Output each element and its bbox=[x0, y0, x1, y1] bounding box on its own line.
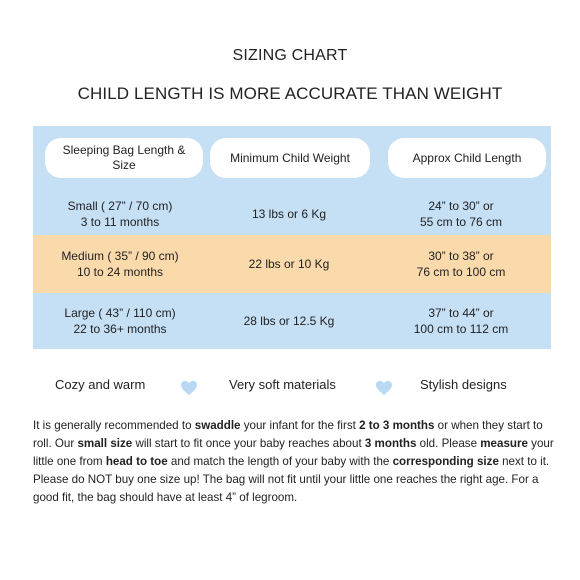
weight-cell: 13 lbs or 6 Kg bbox=[251, 207, 327, 221]
table-row-medium bbox=[33, 235, 551, 293]
length-inches: 30” to 38” or bbox=[428, 249, 494, 263]
text-run: next to it. Please do NOT buy one size up! The bag will not fit until your little one reaches the right age. For a good fit, the bag should have at least 4” of legroom. bbox=[33, 455, 550, 504]
length-cm: 55 cm to 76 cm bbox=[419, 215, 503, 229]
text-run: or when they start to roll. Our bbox=[33, 419, 543, 450]
size-cell bbox=[33, 189, 207, 239]
column-header-size: Sleeping Bag Length & Size bbox=[45, 138, 203, 178]
size-cell bbox=[33, 293, 207, 349]
emphasis-text: measure bbox=[480, 437, 528, 450]
table-row-small bbox=[33, 189, 551, 239]
table-row-large bbox=[33, 293, 551, 349]
feature-stylish: Stylish designs bbox=[420, 377, 507, 392]
text-run: It is generally recommended to bbox=[33, 419, 195, 432]
age-range: 22 to 36+ months bbox=[73, 322, 167, 336]
feature-soft: Very soft materials bbox=[229, 377, 336, 392]
column-header-weight: Minimum Child Weight bbox=[210, 138, 370, 178]
emphasis-text: corresponding size bbox=[392, 455, 499, 468]
text-run: your infant for the first bbox=[240, 419, 360, 432]
age-range: 3 to 11 months bbox=[80, 215, 160, 229]
length-inches: 37” to 44” or bbox=[428, 306, 494, 320]
length-cell bbox=[371, 235, 551, 293]
length-inches: 24” to 30” or bbox=[428, 199, 494, 213]
description-paragraph bbox=[33, 417, 555, 507]
emphasis-text: 2 to 3 months bbox=[359, 419, 435, 432]
age-range: 10 to 24 months bbox=[76, 265, 164, 279]
heart-icon bbox=[375, 380, 393, 396]
text-run: will start to fit once your baby reaches about bbox=[132, 437, 365, 450]
weight-cell: 22 lbs or 10 Kg bbox=[248, 257, 330, 271]
weight-cell: 28 lbs or 12.5 Kg bbox=[243, 314, 335, 328]
size-label: Large ( 43” / 110 cm) bbox=[64, 306, 176, 320]
emphasis-text: head to toe bbox=[105, 455, 168, 468]
page-title: SIZING CHART bbox=[232, 47, 348, 64]
page-subtitle: CHILD LENGTH IS MORE ACCURATE THAN WEIGHT bbox=[77, 84, 503, 103]
length-cell bbox=[371, 293, 551, 349]
text-run: old. Please bbox=[416, 437, 481, 450]
text-run: your little one from bbox=[33, 437, 554, 468]
text-run: and match the length of your baby with the bbox=[167, 455, 393, 468]
length-cell bbox=[371, 189, 551, 239]
emphasis-text: swaddle bbox=[194, 419, 241, 432]
size-label: Medium ( 35” / 90 cm) bbox=[61, 249, 179, 263]
heart-icon bbox=[180, 380, 198, 396]
length-cm: 100 cm to 112 cm bbox=[413, 322, 509, 336]
emphasis-text: small size bbox=[77, 437, 133, 450]
sizing-table bbox=[33, 126, 551, 349]
column-header-length: Approx Child Length bbox=[388, 138, 546, 178]
length-cm: 76 cm to 100 cm bbox=[416, 265, 506, 279]
size-cell bbox=[33, 235, 207, 293]
emphasis-text: 3 months bbox=[364, 437, 417, 450]
feature-cozy: Cozy and warm bbox=[55, 377, 146, 392]
size-label: Small ( 27” / 70 cm) bbox=[67, 199, 173, 213]
table-header-row bbox=[33, 136, 551, 180]
